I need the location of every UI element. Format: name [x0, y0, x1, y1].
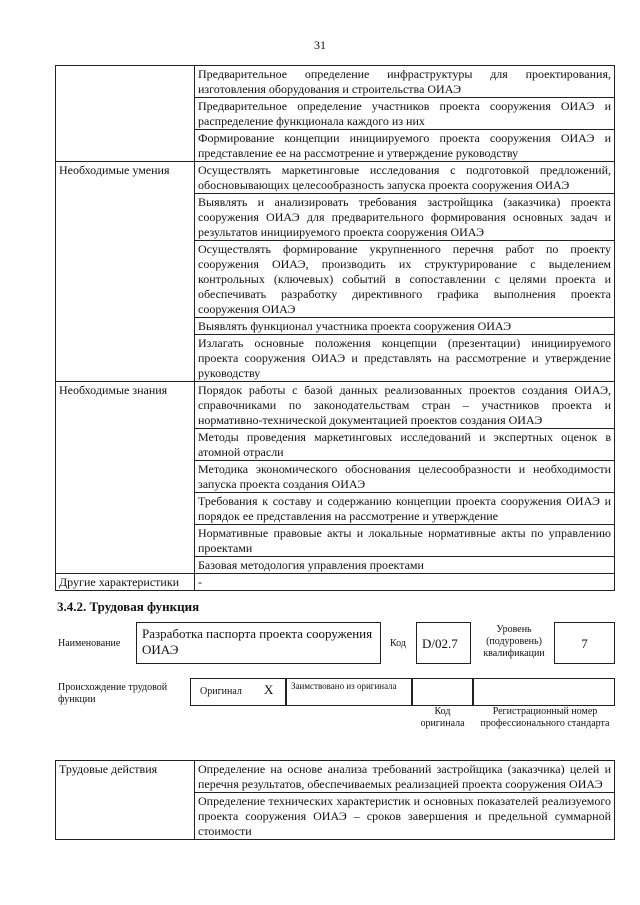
row-item: Предварительное определение участников проекта сооружения ОИАЭ и распределение функционала каждого из них	[195, 98, 615, 130]
table-row	[56, 162, 615, 194]
reg-box	[473, 678, 615, 706]
table-row	[56, 382, 615, 429]
actions-table	[55, 760, 615, 840]
name-label: Наименование	[58, 638, 121, 649]
row-label: Трудовые действия	[56, 761, 195, 840]
original-label: Оригинал	[200, 686, 242, 697]
row-item: Определение технических характеристик и основных показателей реализуемого проекта сооружения ОИАЭ – сроков завершения и предельной суммарной стоимости	[195, 793, 615, 840]
competency-table	[55, 65, 615, 591]
row-item: Излагать основные положения концепции (презентации) инициируемого проекта сооружения ОИАЭ и представлять на рассмотрение и утверждение руководству	[195, 335, 615, 382]
row-item: Базовая методология управления проектами	[195, 557, 615, 574]
row-label	[56, 66, 195, 162]
level-label: Уровень (подуровень) квалификации	[483, 624, 545, 659]
row-item: -	[195, 574, 615, 591]
code-orig-label: Код оригинала	[420, 706, 465, 729]
code-orig-box	[412, 678, 473, 706]
row-label: Другие характеристики	[56, 574, 195, 591]
row-item: Методика экономического обоснования целесообразности и необходимости запуска проекта создания ОИАЭ	[195, 461, 615, 493]
row-label: Необходимые знания	[56, 382, 195, 574]
reg-label: Регистрационный номер профессионального стандарта	[480, 706, 610, 729]
code-value: D/02.7	[422, 636, 458, 651]
row-item: Осуществлять формирование укрупненного перечня работ по проекту сооружения ОИАЭ, производить их структурирование с выделением контрольных (ключевых) событий в сопоставлении с целями проекта и обеспечивать разработку директивного графика выполнения проекта сооружения ОИАЭ	[195, 241, 615, 318]
row-item: Формирование концепции инициируемого проекта сооружения ОИАЭ и представление ее на рассмотрение и утверждение руководству	[195, 130, 615, 162]
page-number: 31	[314, 38, 326, 52]
code-label: Код	[390, 638, 406, 649]
row-item: Методы проведения маркетинговых исследований и экспертных оценок в атомной отрасли	[195, 429, 615, 461]
row-item: Порядок работы с базой данных реализованных проектов создания ОИАЭ, справочниками по законодательствам стран – участников проекта и нормативно-технической документацией проектов создания ОИАЭ	[195, 382, 615, 429]
table-row	[56, 574, 615, 591]
row-item: Выявлять функционал участника проекта сооружения ОИАЭ	[195, 318, 615, 335]
row-item: Требования к составу и содержанию концепции проекта сооружения ОИАЭ и порядок ее представления на рассмотрение и утверждение	[195, 493, 615, 525]
original-mark: X	[264, 682, 274, 697]
row-item: Выявлять и анализировать требования застройщика (заказчика) проекта сооружения ОИАЭ для предварительного формирования основных задач и результатов инициируемого проекта сооружения ОИАЭ	[195, 194, 615, 241]
row-label: Необходимые умения	[56, 162, 195, 382]
table-row	[56, 761, 615, 793]
section-title: 3.4.2. Трудовая функция	[57, 599, 200, 614]
borrowed-label: Заимствовано из оригинала	[291, 681, 397, 691]
row-item: Определение на основе анализа требований застройщика (заказчика) целей и перечня результатов, обеспечиваемых реализацией проекта сооружения ОИАЭ	[195, 761, 615, 793]
level-value: 7	[581, 636, 588, 651]
row-item: Осуществлять маркетинговые исследования с подготовкой предложений, обосновывающих целесообразность запуска проекта сооружения ОИАЭ	[195, 162, 615, 194]
name-value: Разработка паспорта проекта сооружения ОИАЭ	[142, 626, 373, 657]
table-row	[56, 66, 615, 98]
origin-label: Происхождение трудовой функции	[58, 682, 168, 705]
row-item: Предварительное определение инфраструктуры для проектирования, изготовления оборудования и строительства ОИАЭ	[195, 66, 615, 98]
row-item: Нормативные правовые акты и локальные нормативные акты по управлению проектами	[195, 525, 615, 557]
